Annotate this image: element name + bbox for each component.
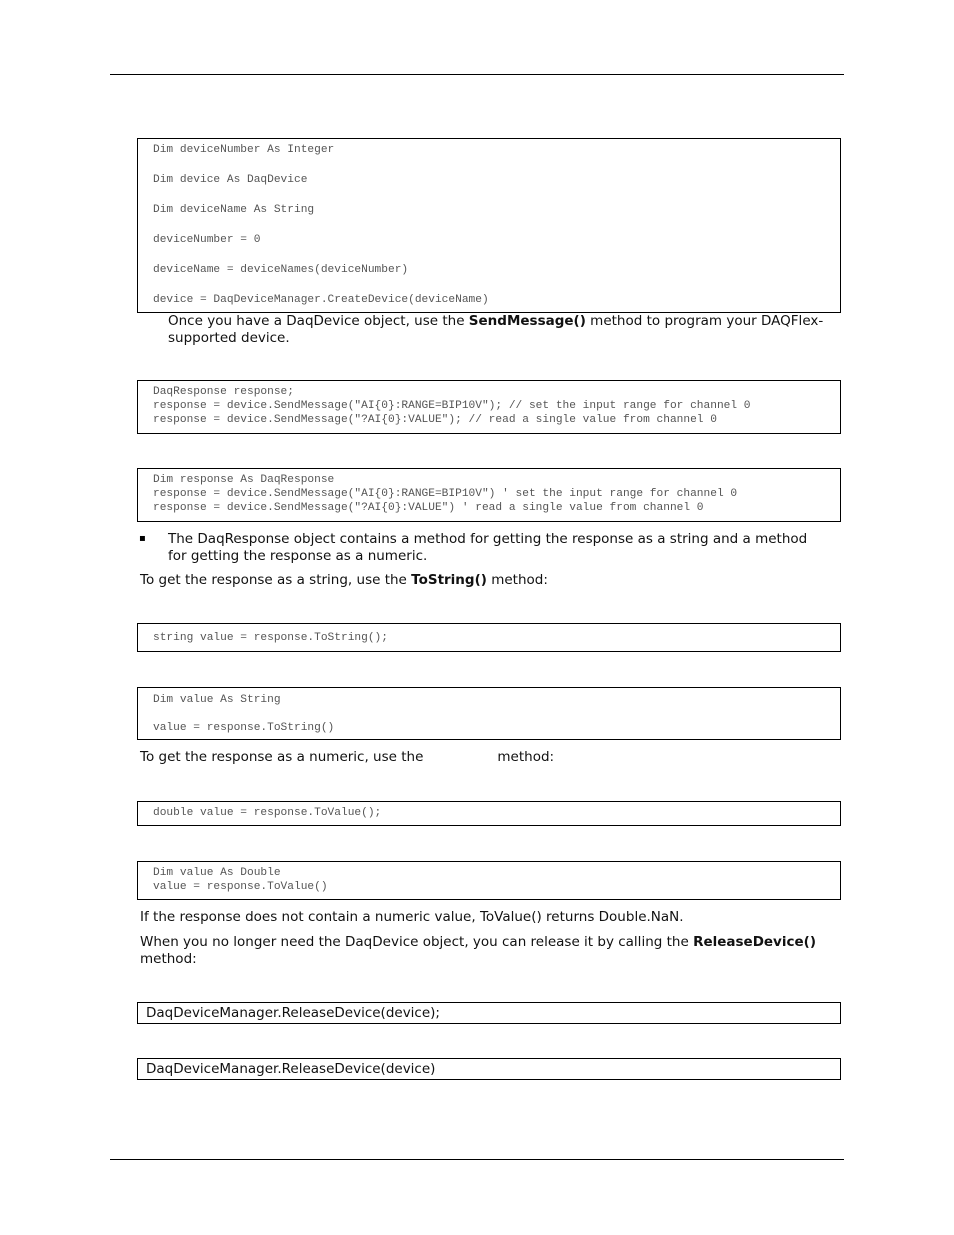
code-block-tostring-vb: [137, 687, 841, 740]
bullet-marker: ▪: [139, 533, 146, 544]
code-line: response = device.SendMessage("?AI{0}:VALUE") ' read a single value from channel 0: [153, 502, 704, 514]
footer-rule: [110, 1159, 844, 1160]
header-rule: [110, 74, 844, 75]
code-line: Dim deviceNumber As Integer: [153, 144, 335, 156]
code-line: Dim response As DaqResponse: [153, 474, 335, 486]
code-line: double value = response.ToValue();: [153, 807, 382, 819]
code-block-release-csharp: [137, 1002, 841, 1024]
paragraph-double-nan: If the response does not contain a numeric value, ToValue() returns Double.NaN.: [140, 909, 684, 925]
paragraph-tostring: To get the response as a string, use the ToString() method:: [140, 572, 548, 588]
code-block-tostring-csharp: [137, 623, 841, 652]
code-line: DaqDeviceManager.ReleaseDevice(device);: [146, 1005, 440, 1021]
paragraph-releasedevice: When you no longer need the DaqDevice object, you can release it by calling the ReleaseDevice() method:: [140, 934, 816, 967]
method-name: ReleaseDevice(): [693, 934, 816, 950]
paragraph-tovalue: To get the response as a numeric, use the method:: [140, 749, 555, 765]
code-line: value = response.ToString(): [153, 722, 335, 734]
code-line: device = DaqDeviceManager.CreateDevice(deviceName): [153, 294, 489, 306]
code-block-sendmessage-csharp: [137, 380, 841, 434]
code-line: DaqResponse response;: [153, 386, 294, 398]
method-name: ToString(): [411, 572, 487, 588]
code-line: deviceName = deviceNames(deviceNumber): [153, 264, 409, 276]
code-line: response = device.SendMessage("?AI{0}:VALUE"); // read a single value from channel 0: [153, 414, 717, 426]
code-block-tovalue-csharp: [137, 801, 841, 826]
code-line: deviceNumber = 0: [153, 234, 261, 246]
code-block-release-vb: [137, 1058, 841, 1080]
code-line: Dim deviceName As String: [153, 204, 315, 216]
paragraph-daqresponse: The DaqResponse object contains a method for getting the response as a string and a method for getting the response as a numeric.: [168, 531, 808, 564]
code-line: DaqDeviceManager.ReleaseDevice(device): [146, 1061, 436, 1077]
code-line: string value = response.ToString();: [153, 632, 388, 644]
code-line: response = device.SendMessage("AI{0}:RANGE=BIP10V"); // set the input range for channel 0: [153, 400, 751, 412]
code-line: Dim value As String: [153, 694, 281, 706]
code-line: response = device.SendMessage("AI{0}:RANGE=BIP10V") ' set the input range for channel 0: [153, 488, 738, 500]
paragraph-sendmessage: Once you have a DaqDevice object, use the SendMessage() method to program your DAQFlex-supported device.: [168, 313, 824, 346]
code-line: Dim value As Double: [153, 867, 281, 879]
method-name: SendMessage(): [468, 313, 586, 329]
code-block-tovalue-vb: [137, 861, 841, 900]
code-line: value = response.ToValue(): [153, 881, 328, 893]
code-block-create-device: [137, 138, 841, 313]
code-line: Dim device As DaqDevice: [153, 174, 308, 186]
code-block-sendmessage-vb: [137, 468, 841, 522]
